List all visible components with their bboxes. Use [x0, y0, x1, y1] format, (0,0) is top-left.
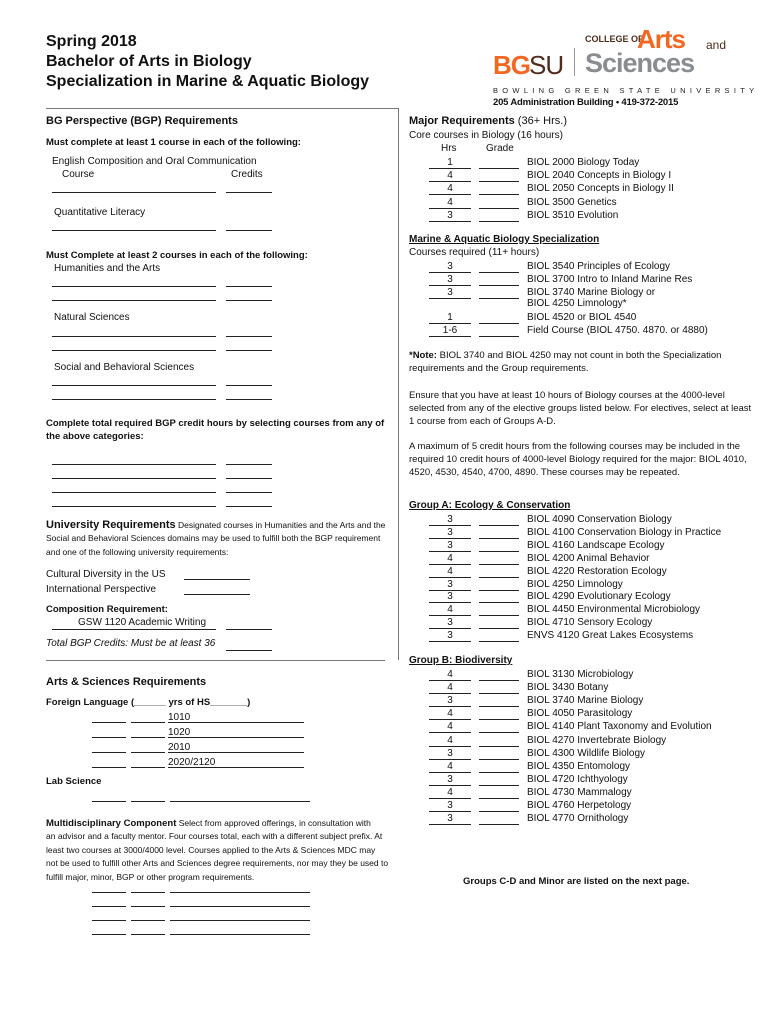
mdc-field[interactable]: [131, 892, 165, 893]
cultural-label: Cultural Diversity in the US: [46, 569, 166, 580]
mdc-field[interactable]: [170, 906, 310, 907]
fl-field-b[interactable]: [131, 722, 165, 723]
groupA-grade-field[interactable]: [479, 590, 519, 603]
groupB-row: [429, 773, 769, 786]
groupB-grade-field[interactable]: [479, 668, 519, 681]
quant-credits-field[interactable]: [226, 230, 272, 231]
groupA-grade-field[interactable]: [479, 552, 519, 565]
groupB-grade-field[interactable]: [479, 720, 519, 733]
spec-hrs: 3: [429, 260, 471, 273]
bgp-title: BG Perspective (BGP) Requirements: [46, 115, 238, 127]
groupA-hrs: 4: [429, 552, 471, 565]
extra-credits-field-3[interactable]: [226, 492, 272, 493]
header-divider: [46, 108, 398, 109]
groupA-course: BIOL 4450 Environmental Microbiology: [527, 604, 701, 616]
core-hrs: 3: [429, 209, 471, 222]
groupA-row: [429, 513, 769, 526]
logo-arts: Arts: [637, 24, 686, 54]
core-hrs: 4: [429, 196, 471, 209]
multi-text-1: Select from approved offerings, in consultation with: [178, 818, 371, 828]
core-row: [429, 169, 769, 182]
spec-grade-field[interactable]: [479, 260, 519, 273]
groupB-grade-field[interactable]: [479, 760, 519, 773]
fl-field-a[interactable]: [92, 752, 126, 753]
total-bgp-label: Total BGP Credits: Must be at least 36: [46, 638, 216, 649]
groupA-hrs: 3: [429, 539, 471, 552]
social-course-field-2[interactable]: [52, 399, 216, 400]
spec-course: BIOL 3740 Marine Biology or: [527, 286, 656, 298]
left-section-divider: [46, 660, 385, 661]
groupB-row: [429, 760, 769, 773]
groupA-grade-field[interactable]: [479, 526, 519, 539]
univ-req-text-2: Social and Behavioral Sciences domains may be used to fulfill both the BGP requirement: [46, 533, 381, 544]
spec-hrs: 3: [429, 286, 471, 299]
natural-credits-field-2[interactable]: [226, 350, 272, 351]
spec-row: [429, 260, 769, 273]
spec-hrs: 3: [429, 273, 471, 286]
univ-req-text-1: Designated courses in Humanities and the Arts and the: [177, 520, 386, 530]
groupA-hrs: 3: [429, 629, 471, 642]
groupB-row: [429, 747, 769, 760]
groupB-hrs: 3: [429, 773, 471, 786]
groupB-course: BIOL 4270 Invertebrate Biology: [527, 734, 667, 746]
fl-field-b[interactable]: [131, 767, 165, 768]
natural-course-field-1[interactable]: [52, 336, 216, 337]
univ-req-title: University Requirements: [46, 519, 176, 531]
fl-field-b[interactable]: [131, 752, 165, 753]
groupA-row: [429, 616, 769, 629]
composition-title: Composition Requirement:: [46, 604, 168, 615]
groupA-grade-field[interactable]: [479, 616, 519, 629]
core-row: [429, 156, 769, 169]
extra-course-field-3[interactable]: [52, 492, 216, 493]
spec-grade-field[interactable]: [479, 286, 519, 299]
core-course: BIOL 3510 Evolution: [527, 209, 619, 221]
groupA-hrs: 3: [429, 590, 471, 603]
groupB-course: BIOL 4760 Herpetology: [527, 800, 632, 811]
note-block: [409, 350, 749, 375]
mdc-field[interactable]: [170, 920, 310, 921]
groupA-grade-field[interactable]: [479, 565, 519, 578]
mdc-field[interactable]: [131, 920, 165, 921]
mdc-field[interactable]: [92, 892, 126, 893]
specialization-title: Specialization in Marine & Aquatic Biology: [46, 73, 370, 90]
groupB-hrs: 4: [429, 681, 471, 694]
groupA-row: [429, 526, 769, 539]
groupB-row: [429, 681, 769, 694]
groupB-title: Group B: Biodiversity: [409, 655, 513, 666]
core-grade-field[interactable]: [479, 169, 519, 182]
multi-text-3: least two courses at 3000/4000 level. Courses applied to the Arts & Sciences MDC may: [46, 844, 376, 855]
groupB-course: BIOL 4720 Ichthyology: [527, 773, 628, 785]
groupA-grade-field[interactable]: [479, 629, 519, 642]
groupB-course: BIOL 4140 Plant Taxonomy and Evolution: [527, 721, 712, 733]
groupA-course: BIOL 4710 Sensory Ecology: [527, 617, 653, 629]
groupB-grade-field[interactable]: [479, 773, 519, 786]
groupA-hrs: 3: [429, 513, 471, 526]
univ-req-text-3: and one of the following university requirements:: [46, 546, 229, 557]
mdc-field[interactable]: [170, 892, 310, 893]
core-hrs: 4: [429, 182, 471, 195]
complete-total-text: Complete total required BGP credit hours by selecting courses from any of the above categories:: [46, 418, 385, 442]
core-row: [429, 196, 769, 209]
groupB-course: BIOL 4770 Ornithology: [527, 813, 629, 825]
logo-divider: [574, 48, 575, 76]
next-page-note: Groups C-D and Minor are listed on the next page.: [463, 876, 690, 887]
groupB-hrs: 3: [429, 747, 471, 760]
groupB-row: [429, 799, 769, 812]
multidisciplinary-text: [46, 817, 391, 884]
groupA-course: BIOL 4200 Animal Behavior: [527, 552, 650, 564]
groupB-grade-field[interactable]: [479, 812, 519, 825]
groupB-grade-field[interactable]: [479, 707, 519, 720]
groupA-title: Group A: Ecology & Conservation: [409, 500, 571, 511]
groupB-row: [429, 720, 769, 733]
note-label: *Note:: [409, 350, 437, 361]
groupB-course: BIOL 4300 Wildlife Biology: [527, 747, 646, 759]
groupB-row: [429, 786, 769, 799]
course-col-label: Course: [62, 169, 95, 180]
as-title: Arts & Sciences Requirements: [46, 676, 207, 688]
spec-b-row: [429, 324, 769, 337]
groupA-row: [429, 578, 769, 591]
logo-and: and: [706, 38, 727, 52]
multi-text-2: an advisor and a faculty mentor. Four courses total, each with a different subject prefix. At: [46, 831, 383, 842]
fl-field-b[interactable]: [131, 737, 165, 738]
social-course-field-1[interactable]: [52, 385, 216, 386]
mdc-field[interactable]: [92, 934, 126, 935]
groupB-hrs: 3: [429, 694, 471, 707]
fl-course-label: 2010: [168, 742, 191, 753]
fl-field-a[interactable]: [92, 767, 126, 768]
core-row: [429, 182, 769, 195]
fl-field-a[interactable]: [92, 737, 126, 738]
university-requirements: [46, 519, 391, 559]
extra-credits-field-1[interactable]: [226, 464, 272, 465]
groupA-hrs: 3: [429, 616, 471, 629]
address: 205 Administration Building • 419-372-2015: [493, 97, 679, 108]
gsw-field: GSW 1120 Academic Writing: [52, 617, 216, 630]
term-title: Spring 2018: [46, 33, 137, 50]
fl-course-label: 1020: [168, 727, 191, 738]
mdc-field[interactable]: [170, 934, 310, 935]
natural-credits-field-1[interactable]: [226, 336, 272, 337]
fl-course-label: 1010: [168, 712, 191, 723]
core-course: BIOL 2000 Biology Today: [527, 157, 640, 168]
groupB-course: BIOL 3430 Botany: [527, 682, 609, 694]
groupB-grade-field[interactable]: [479, 786, 519, 799]
groupB-course: BIOL 3130 Microbiology: [527, 669, 634, 680]
groupB-grade-field[interactable]: [479, 681, 519, 694]
groupB-row: [429, 812, 769, 825]
groupA-row: [429, 629, 769, 642]
groupB-hrs: 4: [429, 707, 471, 720]
groupA-row: [429, 603, 769, 616]
spec-row: [429, 286, 769, 299]
spec-b-course: BIOL 4520 or BIOL 4540: [527, 312, 637, 323]
major-title: Major Requirements: [409, 115, 515, 127]
humanities-credits-field-2[interactable]: [226, 300, 272, 301]
foreign-language-label: Foreign Language (______ yrs of HS_______): [46, 697, 251, 708]
groupA-course: BIOL 4090 Conservation Biology: [527, 514, 672, 525]
core-grade-field[interactable]: [479, 156, 519, 169]
groupA-hrs: 3: [429, 578, 471, 591]
groupA-hrs: 4: [429, 565, 471, 578]
core-grade-field[interactable]: [479, 209, 519, 222]
logo-su: SU: [529, 50, 564, 80]
logo-bg: BG: [493, 50, 530, 80]
note-text: BIOL 3740 and BIOL 4250 may not count in both the Specialization requirements and the Group requirements.: [409, 350, 722, 374]
groupA-hrs: 3: [429, 526, 471, 539]
quant-course-field[interactable]: [52, 230, 216, 231]
max-text: A maximum of 5 credit hours from the following courses may be included in the required 10 credit hours of 4000-level Biology required for the major: BIOL 4010, 4520, 4530, 4540, 4700, 4890. These courses may be repeated.: [409, 441, 747, 478]
groupB-grade-field[interactable]: [479, 734, 519, 747]
ensure-text: Ensure that you have at least 10 hours of Biology courses at the 4000-level selected from any of the elective groups listed below. For electives, select at least 1 course from each of Groups A-D.: [409, 390, 752, 427]
spec-course: BIOL 3700 Intro to Inland Marine Res: [527, 273, 693, 285]
spec-b-grade-field[interactable]: [479, 324, 519, 337]
lab-field-3[interactable]: [170, 801, 310, 802]
groupA-hrs: 4: [429, 603, 471, 616]
groupA-course: BIOL 4160 Landscape Ecology: [527, 539, 665, 551]
major-title-line: [409, 115, 567, 127]
social-credits-field-1[interactable]: [226, 385, 272, 386]
spec-course: BIOL 3540 Principles of Ecology: [527, 261, 671, 272]
core-hrs: 4: [429, 169, 471, 182]
core-course: BIOL 2050 Concepts in Biology II: [527, 183, 674, 195]
groupA-course: ENVS 4120 Great Lakes Ecosystems: [527, 630, 694, 642]
spec-b-hrs: 1-6: [429, 324, 471, 337]
humanities-course-field-2[interactable]: [52, 300, 216, 301]
lab-field-1[interactable]: [92, 801, 126, 802]
groupA-course: BIOL 4220 Restoration Ecology: [527, 565, 667, 577]
natural-label: Natural Sciences: [54, 312, 130, 323]
social-credits-field-2[interactable]: [226, 399, 272, 400]
groupB-course: BIOL 4730 Mammalogy: [527, 786, 632, 798]
mdc-field[interactable]: [131, 934, 165, 935]
international-label: International Perspective: [46, 584, 157, 595]
core-grade-field[interactable]: [479, 182, 519, 195]
groupB-course: BIOL 4350 Entomology: [527, 760, 631, 772]
column-divider: [398, 108, 399, 660]
groupA-grade-field[interactable]: [479, 539, 519, 552]
groupA-course: BIOL 4290 Evolutionary Ecology: [527, 591, 671, 603]
spec-req-text: Courses required (11+ hours): [409, 247, 540, 258]
groupB-grade-field[interactable]: [479, 799, 519, 812]
groupB-course: BIOL 3740 Marine Biology: [527, 695, 644, 707]
lab-field-2[interactable]: [131, 801, 165, 802]
humanities-course-field-1[interactable]: [52, 286, 216, 287]
spec-row: [429, 273, 769, 286]
grade-col-label: Grade: [486, 143, 514, 154]
groupA-grade-field[interactable]: [479, 578, 519, 591]
groupA-row: [429, 565, 769, 578]
lab-science-label: Lab Science: [46, 776, 102, 787]
english-label: English Composition and Oral Communication: [52, 156, 257, 167]
fl-field-a[interactable]: [92, 722, 126, 723]
groupB-row: [429, 734, 769, 747]
multi-text-5: fulfill major, minor, BGP or other program requirements.: [46, 871, 255, 882]
extra-course-field-1[interactable]: [52, 464, 216, 465]
groupB-grade-field[interactable]: [479, 694, 519, 707]
core-row: [429, 209, 769, 222]
english-credits-field[interactable]: [226, 192, 272, 193]
english-course-field[interactable]: [52, 192, 216, 193]
groupA-grade-field[interactable]: [479, 603, 519, 616]
groupB-hrs: 4: [429, 734, 471, 747]
major-hours: (36+ Hrs.): [514, 115, 568, 127]
spec-grade-field[interactable]: [479, 273, 519, 286]
extra-credits-field-2[interactable]: [226, 478, 272, 479]
extra-credits-field-4[interactable]: [226, 506, 272, 507]
extra-course-field-2[interactable]: [52, 478, 216, 479]
groupB-row: [429, 707, 769, 720]
extra-course-field-4[interactable]: [52, 506, 216, 507]
spec-b-course: Field Course (BIOL 4750. 4870. or 4880): [527, 324, 708, 336]
quant-label: Quantitative Literacy: [54, 207, 146, 218]
logo-sciences: Sciences: [585, 48, 695, 78]
spec-title: Marine & Aquatic Biology Specialization: [409, 234, 600, 245]
groupA-row: [429, 539, 769, 552]
spec-b-hrs: 1: [429, 311, 471, 324]
hrs-col-label: Hrs: [441, 143, 457, 154]
credits-col-label: Credits: [231, 169, 263, 180]
multi-title: Multidisciplinary Component: [46, 818, 177, 829]
total-bgp-field[interactable]: [226, 650, 272, 651]
degree-title: Bachelor of Arts in Biology: [46, 53, 252, 70]
groupA-row: [429, 590, 769, 603]
core-course: BIOL 2040 Concepts in Biology I: [527, 170, 672, 182]
core-grade-field[interactable]: [479, 196, 519, 209]
mdc-field[interactable]: [131, 906, 165, 907]
groupB-grade-field[interactable]: [479, 747, 519, 760]
must-two-text: Must Complete at least 2 courses in each of the following:: [46, 250, 308, 261]
international-field[interactable]: [184, 594, 250, 595]
groupB-row: [429, 668, 769, 681]
fl-course-label: 2020/2120: [168, 757, 216, 768]
cultural-field[interactable]: [184, 579, 250, 580]
core-hrs: 1: [429, 156, 471, 169]
logo-university: BOWLING GREEN STATE UNIVERSITY: [493, 86, 759, 95]
multi-text-4: not be used to fulfill other Arts and Sciences degree requirements, nor may they be used to: [46, 858, 389, 869]
social-label: Social and Behavioral Sciences: [54, 362, 195, 373]
groupB-hrs: 4: [429, 720, 471, 733]
groupB-hrs: 4: [429, 760, 471, 773]
groupA-row: [429, 552, 769, 565]
spec-b-row: [429, 311, 769, 324]
groupB-hrs: 4: [429, 786, 471, 799]
groupB-hrs: 4: [429, 668, 471, 681]
groupB-hrs: 3: [429, 812, 471, 825]
logo-college-of: COLLEGE OF: [585, 34, 644, 44]
groupB-hrs: 3: [429, 799, 471, 812]
gsw-credits-field[interactable]: [226, 629, 272, 630]
mdc-field[interactable]: [92, 920, 126, 921]
limnology-text: BIOL 4250 Limnology*: [527, 298, 627, 309]
groupB-course: BIOL 4050 Parasitology: [527, 708, 633, 720]
groupA-course: BIOL 4250 Limnology: [527, 578, 623, 590]
mdc-field[interactable]: [92, 906, 126, 907]
groupA-grade-field[interactable]: [479, 513, 519, 526]
core-text: Core courses in Biology (16 hours): [409, 130, 563, 141]
humanities-credits-field-1[interactable]: [226, 286, 272, 287]
groupA-course: BIOL 4100 Conservation Biology in Practice: [527, 526, 722, 538]
spec-b-grade-field[interactable]: [479, 311, 519, 324]
natural-course-field-2[interactable]: [52, 350, 216, 351]
groupB-row: [429, 694, 769, 707]
must-one-text: Must complete at least 1 course in each of the following:: [46, 137, 301, 148]
core-course: BIOL 3500 Genetics: [527, 196, 617, 208]
humanities-label: Humanities and the Arts: [54, 263, 161, 274]
